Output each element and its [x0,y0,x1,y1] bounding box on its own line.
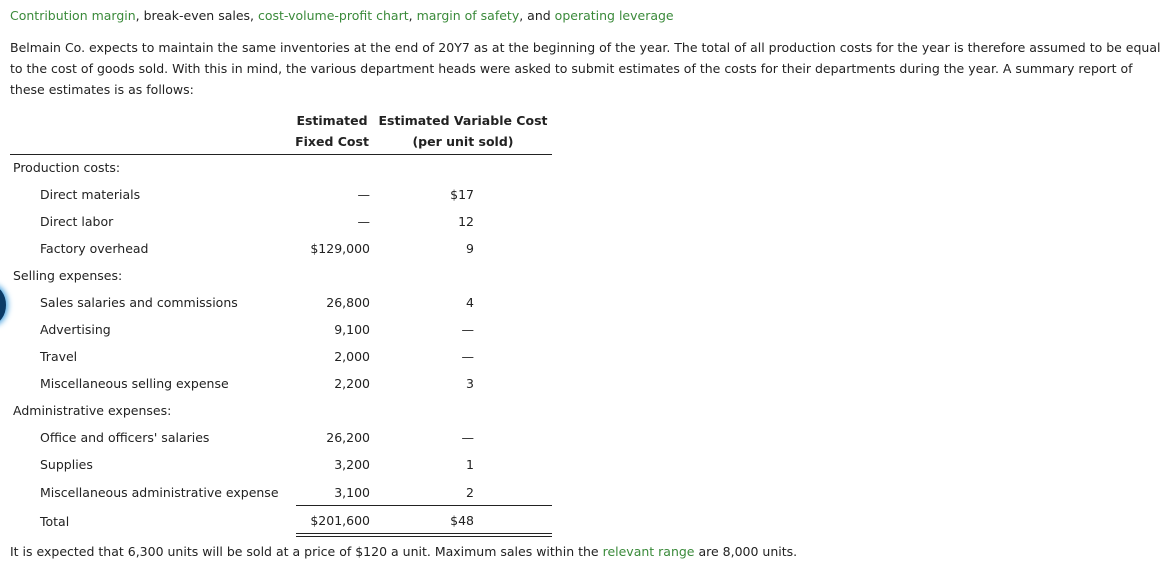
column-header-fixed-line1: Estimated [296,113,368,128]
row-label: Advertising [40,322,111,337]
edge-indicator-icon [0,286,6,324]
fixed-cost-cell: $129,000 [310,241,370,256]
total-fixed-cost: $201,600 [310,513,370,528]
fixed-cost-cell: 26,800 [326,295,370,310]
column-header-fixed [290,110,374,152]
row-label: Direct labor [40,214,114,229]
section-label-production: Production costs: [13,160,121,175]
row-label: Miscellaneous administrative expense [40,485,279,500]
row-label: Supplies [40,457,93,472]
section-label-selling: Selling expenses: [13,268,123,283]
link-contribution-margin[interactable]: Contribution margin [10,8,136,23]
page-title [10,7,674,25]
fixed-cost-cell: 3,200 [334,457,370,472]
variable-cost-cell: 12 [458,214,474,229]
footer-text-part: are 8,000 units. [694,544,798,559]
subtotal-rule [296,505,552,506]
row-label: Miscellaneous selling expense [40,376,229,391]
title-text: , [408,8,417,23]
fixed-cost-cell: — [357,187,370,202]
row-label: Factory overhead [40,241,149,256]
variable-cost-cell: $17 [450,187,474,202]
fixed-cost-cell: 3,100 [334,485,370,500]
total-double-rule-top [296,533,552,534]
total-label: Total [40,514,70,529]
variable-cost-cell: 4 [466,295,474,310]
variable-cost-cell: 1 [466,457,474,472]
title-text: , and [519,8,555,23]
fixed-cost-cell: 2,200 [334,376,370,391]
total-double-rule-bottom [296,536,552,537]
intro-paragraph: Belmain Co. expects to maintain the same inventories at the end of 20Y7 as at the beginning of the year. The total of all production costs for the year is therefore assumed to be equal to the cost of goods sold. With this in mind, the various department heads were asked to submit estimates of the costs for their departments during the year. A summary report of these estimates is as follows: [10,40,1161,97]
link-margin-of-safety[interactable]: margin of safety [416,8,520,23]
footer-text [10,543,797,561]
fixed-cost-cell: — [357,214,370,229]
total-variable-cost: $48 [450,513,474,528]
variable-cost-cell: 3 [466,376,474,391]
column-header-fixed-line2: Fixed Cost [295,134,369,149]
column-header-variable [378,110,548,152]
fixed-cost-cell: 2,000 [334,349,370,364]
fixed-cost-cell: 9,100 [334,322,370,337]
footer-text-part: It is expected that 6,300 units will be sold at a price of $120 a unit. Maximum sales within the [10,544,603,559]
variable-cost-cell: — [461,349,474,364]
variable-cost-cell: — [461,322,474,337]
variable-cost-cell: 2 [466,485,474,500]
header-rule [10,154,552,155]
link-relevant-range[interactable]: relevant range [602,544,695,559]
link-cvp-chart[interactable]: cost-volume-profit chart [258,8,409,23]
row-label: Direct materials [40,187,141,202]
link-operating-leverage[interactable]: operating leverage [554,8,674,23]
row-label: Travel [40,349,78,364]
column-header-variable-line1: Estimated Variable Cost [378,113,548,128]
column-header-variable-line2: (per unit sold) [412,134,514,149]
row-label: Sales salaries and commissions [40,295,238,310]
title-text: , break-even sales, [135,8,258,23]
section-label-administrative: Administrative expenses: [13,403,172,418]
variable-cost-cell: 9 [466,241,474,256]
row-label: Office and officers' salaries [40,430,210,445]
variable-cost-cell: — [461,430,474,445]
fixed-cost-cell: 26,200 [326,430,370,445]
